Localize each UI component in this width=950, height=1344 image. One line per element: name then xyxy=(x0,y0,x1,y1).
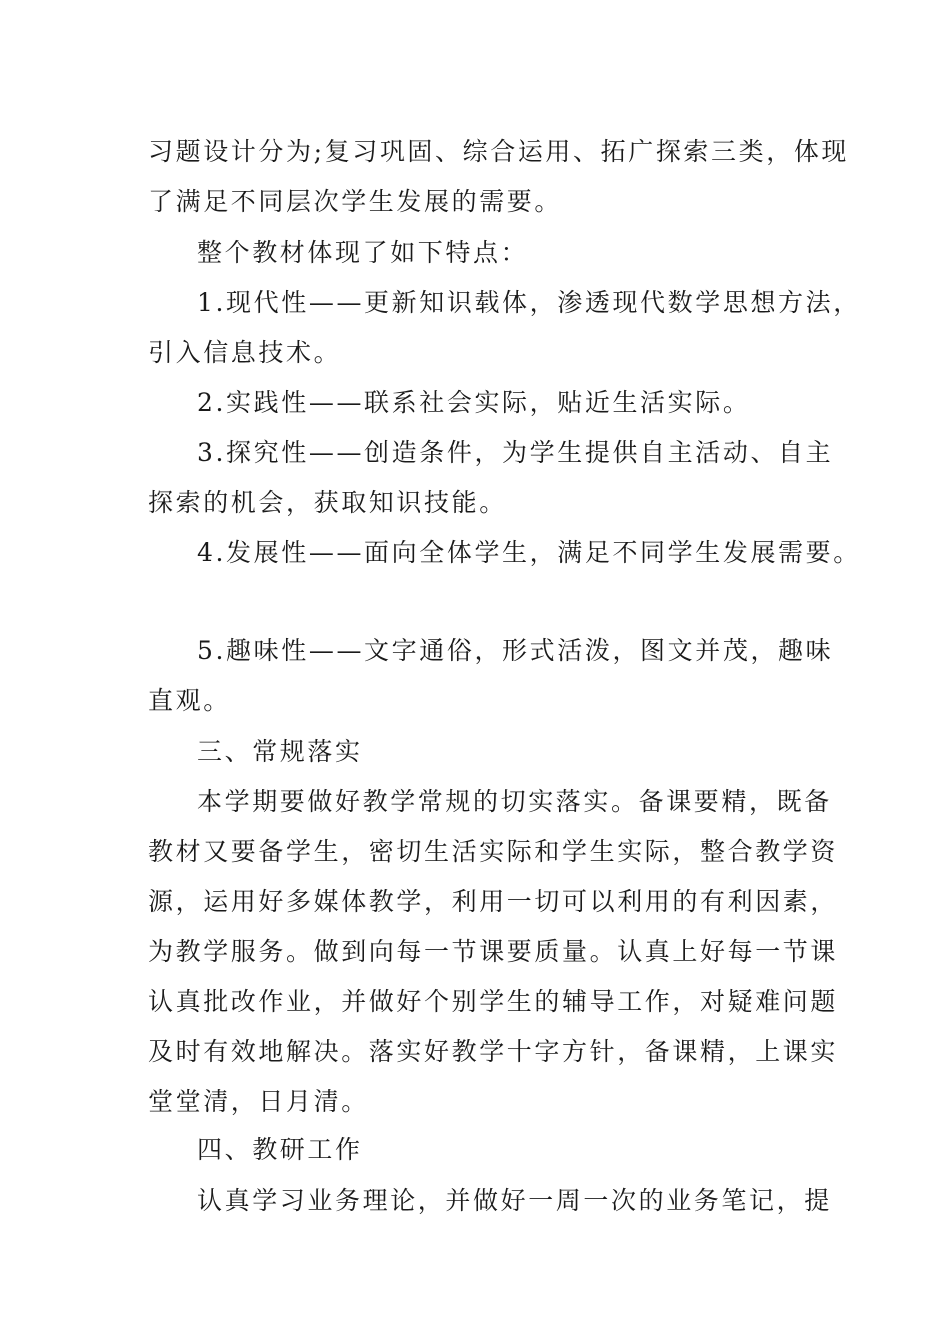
paragraph-line: 习题设计分为;复习巩固、综合运用、拓广探索三类，体现 xyxy=(148,137,850,166)
paragraph-line: 认真学习业务理论，并做好一周一次的业务笔记，提 xyxy=(197,1186,832,1215)
list-item-line: 2.实践性——联系社会实际，贴近生活实际。 xyxy=(197,388,751,417)
list-item-line: 探索的机会，获取知识技能。 xyxy=(148,488,507,517)
paragraph-line: 整个教材体现了如下特点： xyxy=(197,238,529,267)
paragraph-line: 了满足不同层次学生发展的需要。 xyxy=(148,187,563,216)
list-item-line: 直观。 xyxy=(148,686,231,715)
paragraph-line: 堂堂清，日月清。 xyxy=(148,1087,369,1116)
paragraph-line: 及时有效地解决。落实好教学十字方针，备课精，上课实 xyxy=(148,1037,839,1066)
list-item-line: 引入信息技术。 xyxy=(148,338,342,367)
section-heading: 三、常规落实 xyxy=(197,737,363,766)
list-item-line: 3.探究性——创造条件，为学生提供自主活动、自主 xyxy=(197,438,834,467)
paragraph-line: 为教学服务。做到向每一节课要质量。认真上好每一节课 xyxy=(148,937,839,966)
section-heading: 四、教研工作 xyxy=(197,1135,363,1164)
list-item-line: 1.现代性——更新知识载体，渗透现代数学思想方法， xyxy=(197,288,861,317)
paragraph-line: 教材又要备学生，密切生活实际和学生实际，整合教学资 xyxy=(148,837,839,866)
paragraph-line: 源，运用好多媒体教学，利用一切可以利用的有利因素， xyxy=(148,887,839,916)
list-item-line: 5.趣味性——文字通俗，形式活泼，图文并茂，趣味 xyxy=(197,636,834,665)
list-item-line: 4.发展性——面向全体学生，满足不同学生发展需要。 xyxy=(197,538,861,567)
paragraph-line: 认真批改作业，并做好个别学生的辅导工作，对疑难问题 xyxy=(148,987,839,1016)
paragraph-line: 本学期要做好教学常规的切实落实。备课要精，既备 xyxy=(197,787,832,816)
